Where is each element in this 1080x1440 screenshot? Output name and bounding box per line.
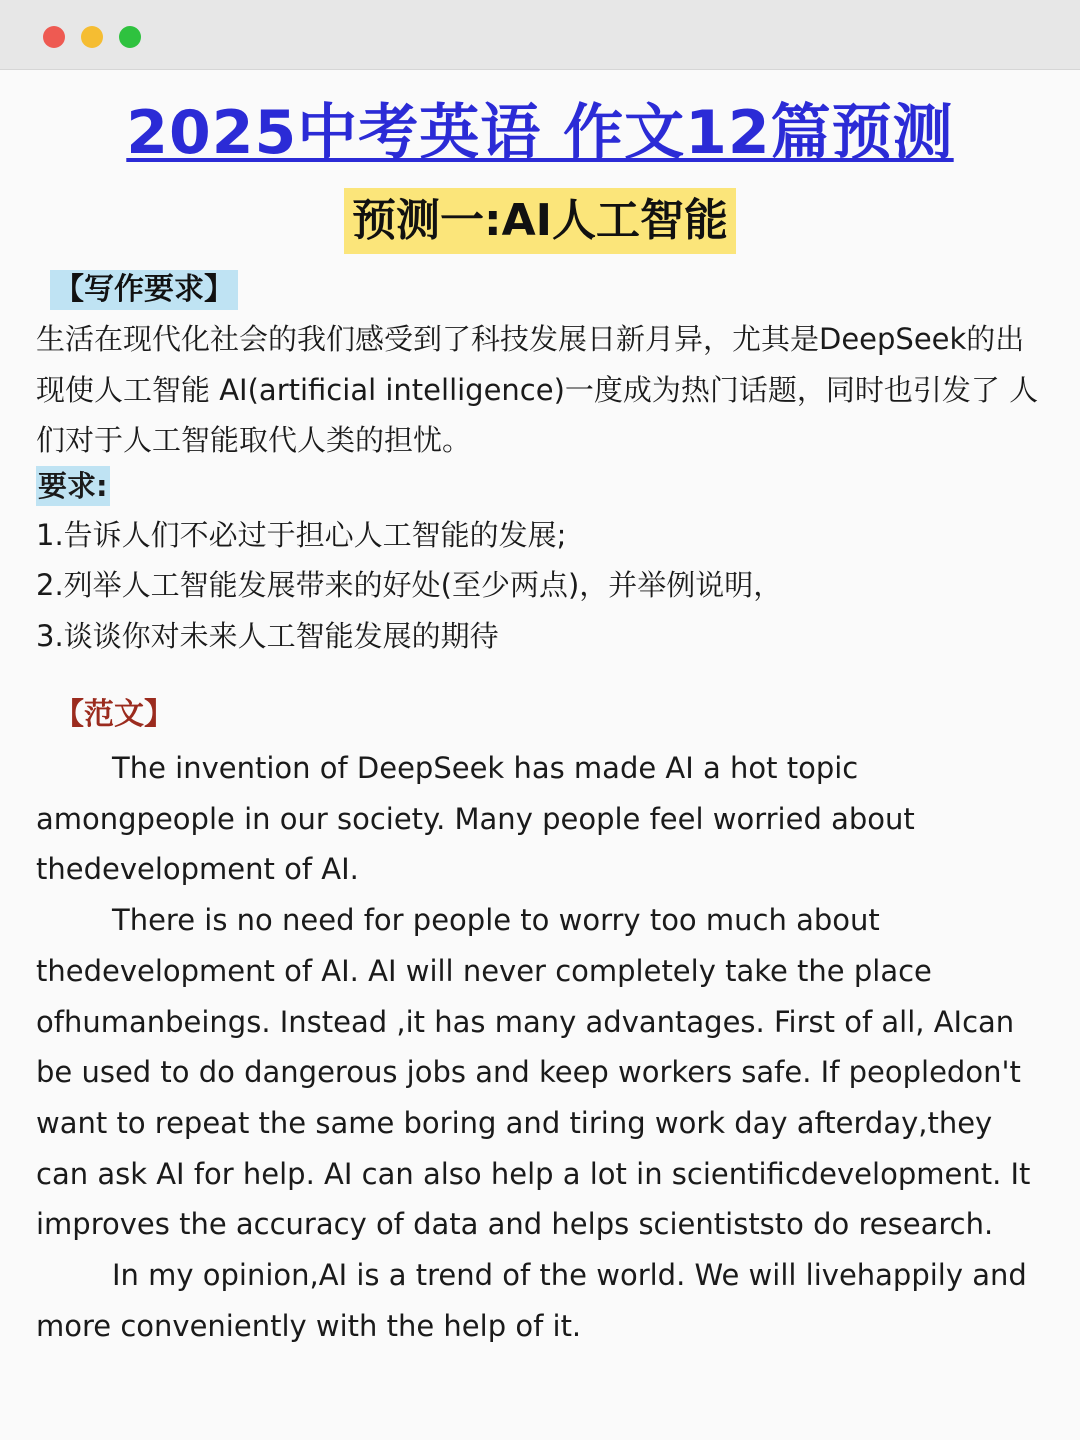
page-title: 2025中考英语 作文12篇预测 xyxy=(126,98,954,168)
sample-essay xyxy=(36,743,1044,1351)
requirement-item: 3.谈谈你对未来人工智能发展的期待 xyxy=(36,618,499,653)
maximize-window-icon[interactable] xyxy=(119,26,141,48)
requirements-list xyxy=(36,510,1044,662)
writing-requirements-label: 【写作要求】 xyxy=(50,270,238,310)
essay-paragraph: There is no need for people to worry too much about thedevelopment of AI. AI will never completely take the place ofhumanbeings. Instead ,it has many advantages. First of all, AIcan be used to do dangerous jobs and keep workers safe. If peopledon't want to repeat the same boring and tiring work day afterday,they can ask AI for help. AI can also help a lot in scientificdevelopment. It improves the accuracy of data and helps scientiststo do research. xyxy=(36,903,1031,1242)
document-page xyxy=(0,92,1080,1351)
subtitle: 预测一:AI人工智能 xyxy=(344,188,736,254)
subtitle-container xyxy=(36,188,1044,254)
writing-requirements-section xyxy=(36,254,1044,661)
requirement-item: 2.列举人工智能发展带来的好处(至少两点)，并举例说明， xyxy=(36,568,783,602)
window-titlebar xyxy=(0,0,1080,70)
sample-essay-label: 【范文】 xyxy=(54,697,174,732)
requirements-label: 要求: xyxy=(36,466,110,506)
close-window-icon[interactable] xyxy=(43,26,65,48)
essay-paragraph: The invention of DeepSeek has made AI a hot topic amongpeople in our society. Many people feel worried about thedevelopment of AI. xyxy=(36,751,915,887)
writing-prompt: 生活在现代化社会的我们感受到了科技发展日新月异，尤其是DeepSeek的出现使人工智能 AI(artificial intelligence)一度成为热门话题，同时也引发了 人们对于人工智能取代人类的担忧。 xyxy=(36,322,1039,457)
requirement-item: 1.告诉人们不必过于担心人工智能的发展; xyxy=(36,517,567,552)
minimize-window-icon[interactable] xyxy=(81,26,103,48)
sample-essay-section xyxy=(36,661,1044,1351)
essay-paragraph: In my opinion,AI is a trend of the world. We will livehappily and more conveniently with the help of it. xyxy=(36,1258,1027,1343)
